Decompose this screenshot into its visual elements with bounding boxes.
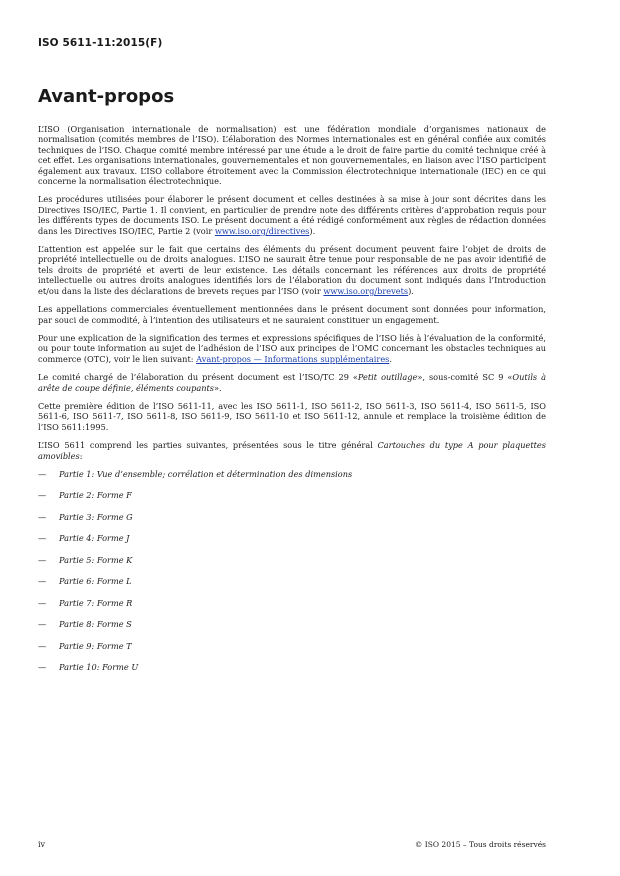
list-item — [38, 490, 546, 512]
paragraph-organisation: L’ISO (Organisation internationale de normalisation) est une fédération mondiale d’organismes nationaux de normalisation (comités membres de l’ISO). L’élaboration des Normes internationales est en général confiée aux comités techniques de l’ISO. Chaque comité membre intéressé par une étude a le droit de faire partie du comité technique créé à cet effet. Les organisations internationales, gouvernementales et non gouvernementales, en liaison avec l’ISO participent également aux travaux. L’ISO collabore étroitement avec la Commission électrotechnique internationale (IEC) en ce qui concerne la normalisation électrotechnique. — [38, 124, 546, 187]
list-dash: — — [38, 662, 47, 673]
paragraph-conformity — [38, 333, 546, 364]
part-title: Partie 5: Forme K — [59, 554, 133, 565]
list-dash: — — [38, 554, 47, 565]
paragraph-text: L’ISO 5611 comprend les parties suivantes, présentées sous le titre général — [38, 440, 378, 451]
copyright-notice: © ISO 2015 – Tous droits réservés — [414, 840, 546, 849]
part-title: Partie 8: Forme S — [59, 619, 132, 630]
paragraph-procedures — [38, 194, 546, 236]
list-dash: — — [38, 533, 47, 544]
paragraph-patents — [38, 244, 546, 296]
document-identifier: ISO 5611-11:2015(F) — [38, 37, 163, 49]
part-title: Partie 2: Forme F — [59, 490, 132, 501]
part-title: Partie 7: Forme R — [59, 597, 133, 608]
list-dash: — — [38, 576, 47, 587]
list-item — [38, 641, 546, 663]
paragraph-end: ». — [214, 382, 222, 393]
paragraph-end: : — [79, 450, 83, 461]
paragraph-edition: Cette première édition de l’ISO 5611-11, avec les ISO 5611-1, ISO 5611-2, ISO 5611-3, ISO 5611-4, ISO 5611-5, ISO 5611-6, ISO 5611-7, ISO 5611-8, ISO 5611-9, ISO 5611-10 et ISO 5611-12, annule et remplace la troisième édition de l’ISO 5611:1995. — [38, 400, 546, 432]
list-item — [38, 619, 546, 641]
list-item — [38, 662, 546, 684]
link-directives[interactable]: www.iso.org/directives — [214, 225, 310, 236]
list-item — [38, 469, 546, 491]
link-supplementary-info[interactable]: Avant-propos — Informations supplémentaires — [196, 353, 390, 364]
page-number: iv — [38, 840, 46, 849]
paragraph-text: », sous-comité SC 9 « — [417, 372, 513, 383]
list-item — [38, 598, 546, 620]
list-item — [38, 533, 546, 555]
section-title: Avant-propos — [38, 86, 175, 107]
list-dash: — — [38, 640, 47, 651]
part-title: Partie 3: Forme G — [59, 511, 133, 522]
paragraph-text: Pour une explication de la signification des termes et expressions spécifiques de l’ISO liés à l’évaluation de la conformité, ou pour toute information au sujet de l’adhésion de l’ISO aux principes de l’OMC concernant les obstacles techniques au commerce (OTC), voir le lien suivant: — [38, 332, 546, 364]
list-item — [38, 512, 546, 534]
list-dash: — — [38, 468, 47, 479]
paragraph-trade-names: Les appellations commerciales éventuellement mentionnées dans le présent document sont données pour information, par souci de commodité, à l’intention des utilisateurs et ne sauraient constituer un engagement. — [38, 304, 546, 325]
part-title: Partie 10: Forme U — [59, 662, 139, 673]
paragraph-text: L’attention est appelée sur le fait que certains des éléments du présent document peuvent faire l’objet de droits de propriété intellectuelle ou de droits analogues. L’ISO ne saurait être tenue pour responsable de ne pas avoir identifié de tels droits de propriété et averti de leur existence. Les détails concernant les références aux droits de propriété intellectuelle ou autres droits analogues identifiés lors de l’élaboration du document sont indiqués dans l’Introduction et/ou dans la liste des déclarations de brevets reçues par l’ISO (voir — [38, 244, 546, 296]
list-dash: — — [38, 619, 47, 630]
foreword-body — [38, 124, 546, 684]
paragraph-text: Le comité chargé de l’élaboration du présent document est l’ISO/TC 29 « — [38, 372, 358, 383]
list-dash: — — [38, 597, 47, 608]
list-dash: — — [38, 490, 47, 501]
part-title: Partie 9: Forme T — [59, 640, 132, 651]
part-title: Partie 1: Vue d’ensemble; corrélation et détermination des dimensions — [59, 468, 353, 479]
paragraph-end: ). — [408, 285, 414, 296]
part-title: Partie 6: Forme L — [59, 576, 132, 587]
parts-list — [38, 469, 546, 684]
subcommittee-title: Outils à arête de coupe définie, éléments coupants — [38, 372, 546, 393]
list-item — [38, 576, 546, 598]
paragraph-end: . — [389, 353, 392, 364]
part-title: Partie 4: Forme J — [59, 533, 130, 544]
link-brevets[interactable]: www.iso.org/brevets — [323, 285, 409, 296]
general-title: Cartouches du type A pour plaquettes amovibles — [38, 440, 546, 461]
list-dash: — — [38, 511, 47, 522]
list-item — [38, 555, 546, 577]
paragraph-committee — [38, 372, 546, 393]
paragraph-parts-intro — [38, 440, 546, 461]
committee-title: Petit outillage — [357, 372, 418, 383]
paragraph-end: ). — [309, 225, 316, 236]
paragraph-text: Les procédures utilisées pour élaborer le présent document et celles destinées à sa mise à jour sont décrites dans les Directives ISO/IEC, Partie 1. Il convient, en particulier de prendre note des différents critères d’approbation requis pour les différents types de documents ISO. Le présent document a été rédigé conformément aux règles de rédaction données dans les Directives ISO/IEC, Partie 2 (voir — [38, 194, 546, 236]
